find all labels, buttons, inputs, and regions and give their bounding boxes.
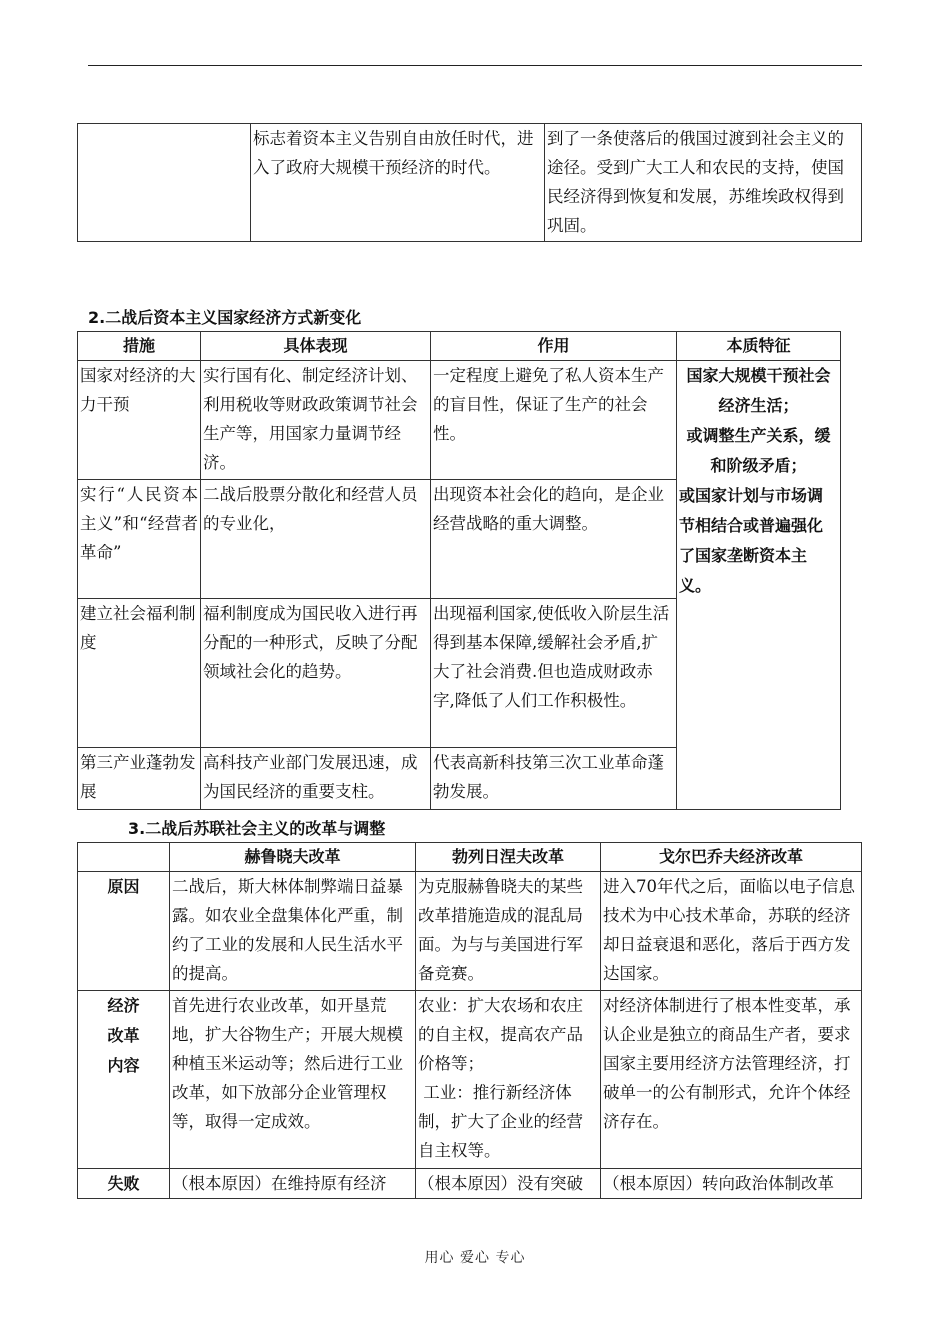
table-cell: （根本原因）转向政治体制改革 — [601, 1169, 862, 1199]
row-label: 原因 — [78, 872, 170, 991]
effect-cell: 出现资本社会化的趋向，是企业经营战略的重大调整。 — [431, 480, 677, 599]
effect-cell: 一定程度上避免了私人资本生产的盲目性，保证了生产的社会性。 — [431, 361, 677, 480]
table-cell: （根本原因）在维持原有经济 — [170, 1169, 416, 1199]
table-row — [78, 124, 862, 242]
detail-cell: 福利制度成为国民收入进行再分配的一种形式，反映了分配领域社会化的趋势。 — [201, 599, 431, 748]
effect-cell: 出现福利国家,使低收入阶层生活得到基本保障,缓解社会矛盾,扩大了社会消费.但也造成财政赤字,降低了人们工作积极性。 — [431, 599, 677, 748]
column-header: 措施 — [78, 332, 201, 361]
detail-cell: 高科技产业部门发展迅速，成为国民经济的重要支柱。 — [201, 748, 431, 810]
section-title: 2.二战后资本主义国家经济方式新变化 — [88, 308, 362, 327]
column-header: 本质特征 — [677, 332, 841, 361]
table-cell: 二战后，斯大林体制弊端日益暴露。如农业全盘集体化严重，制约了工业的发展和人民生活水平的提高。 — [170, 872, 416, 991]
table-row — [78, 1169, 862, 1199]
table-cell: 为克服赫鲁晓夫的某些改革措施造成的混乱局面。为与与美国进行军备竞赛。 — [416, 872, 601, 991]
row-label: 失败 — [78, 1169, 170, 1199]
page-footer: 用心 爱心 专心 — [424, 1250, 526, 1266]
table-header-row — [78, 332, 841, 361]
continuation-table — [77, 123, 862, 242]
table-cell: 标志着资本主义告别自由放任时代，进入了政府大规模干预经济的时代。 — [251, 124, 545, 242]
table-cell: 农业：扩大农场和农庄的自主权，提高农产品价格等； 工业：推行新经济体制，扩大了企业的经营自主权等。 — [416, 991, 601, 1169]
column-header: 赫鲁晓夫改革 — [170, 843, 416, 872]
essence-line: 或国家计划与市场调节相结合或普遍强化了国家垄断资本主义。 — [679, 486, 824, 595]
table-cell: 对经济体制进行了根本性变革，承认企业是独立的商品生产者，要求国家主要用经济方法管理经济，打破单一的公有制形式，允许个体经济存在。 — [601, 991, 862, 1169]
table-row — [78, 361, 841, 480]
table-header-row — [78, 843, 862, 872]
row-label: 经济改革内容 — [78, 991, 170, 1169]
soviet-reform-table — [77, 842, 862, 1199]
essence-line: 国家大规模干预社会经济生活； — [686, 366, 831, 415]
capitalism-changes-table — [77, 331, 841, 810]
column-header: 戈尔巴乔夫经济改革 — [601, 843, 862, 872]
measure-cell: 第三产业蓬勃发展 — [78, 748, 201, 810]
table-row — [78, 872, 862, 991]
detail-cell: 二战后股票分散化和经营人员的专业化， — [201, 480, 431, 599]
effect-cell: 代表高新科技第三次工业革命蓬勃发展。 — [431, 748, 677, 810]
measure-cell: 国家对经济的大力干预 — [78, 361, 201, 480]
column-header: 勃列日涅夫改革 — [416, 843, 601, 872]
detail-cell: 实行国有化、制定经济计划、利用税收等财政政策调节社会生产等，用国家力量调节经济。 — [201, 361, 431, 480]
measure-cell: 实行“人民资本主义”和“经营者革命” — [78, 480, 201, 599]
column-header: 作用 — [431, 332, 677, 361]
table-cell: 到了一条使落后的俄国过渡到社会主义的途径。受到广大工人和农民的支持，使国民经济得到恢复和发展，苏维埃政权得到巩固。 — [545, 124, 862, 242]
essence-line: 或调整生产关系，缓和阶级矛盾； — [686, 426, 831, 475]
section-title: 3.二战后苏联社会主义的改革与调整 — [128, 819, 386, 838]
table-cell — [78, 124, 251, 242]
column-header: 具体表现 — [201, 332, 431, 361]
essence-cell — [677, 361, 841, 810]
column-header — [78, 843, 170, 872]
table-cell: 首先进行农业改革，如开垦荒地，扩大谷物生产；开展大规模种植玉米运动等；然后进行工业改革，如下放部分企业管理权等，取得一定成效。 — [170, 991, 416, 1169]
measure-cell: 建立社会福利制度 — [78, 599, 201, 748]
table-cell: （根本原因）没有突破 — [416, 1169, 601, 1199]
table-row — [78, 991, 862, 1169]
header-rule — [88, 65, 862, 66]
table-cell: 进入70年代之后，面临以电子信息技术为中心技术革命，苏联的经济却日益衰退和恶化，落后于西方发达国家。 — [601, 872, 862, 991]
